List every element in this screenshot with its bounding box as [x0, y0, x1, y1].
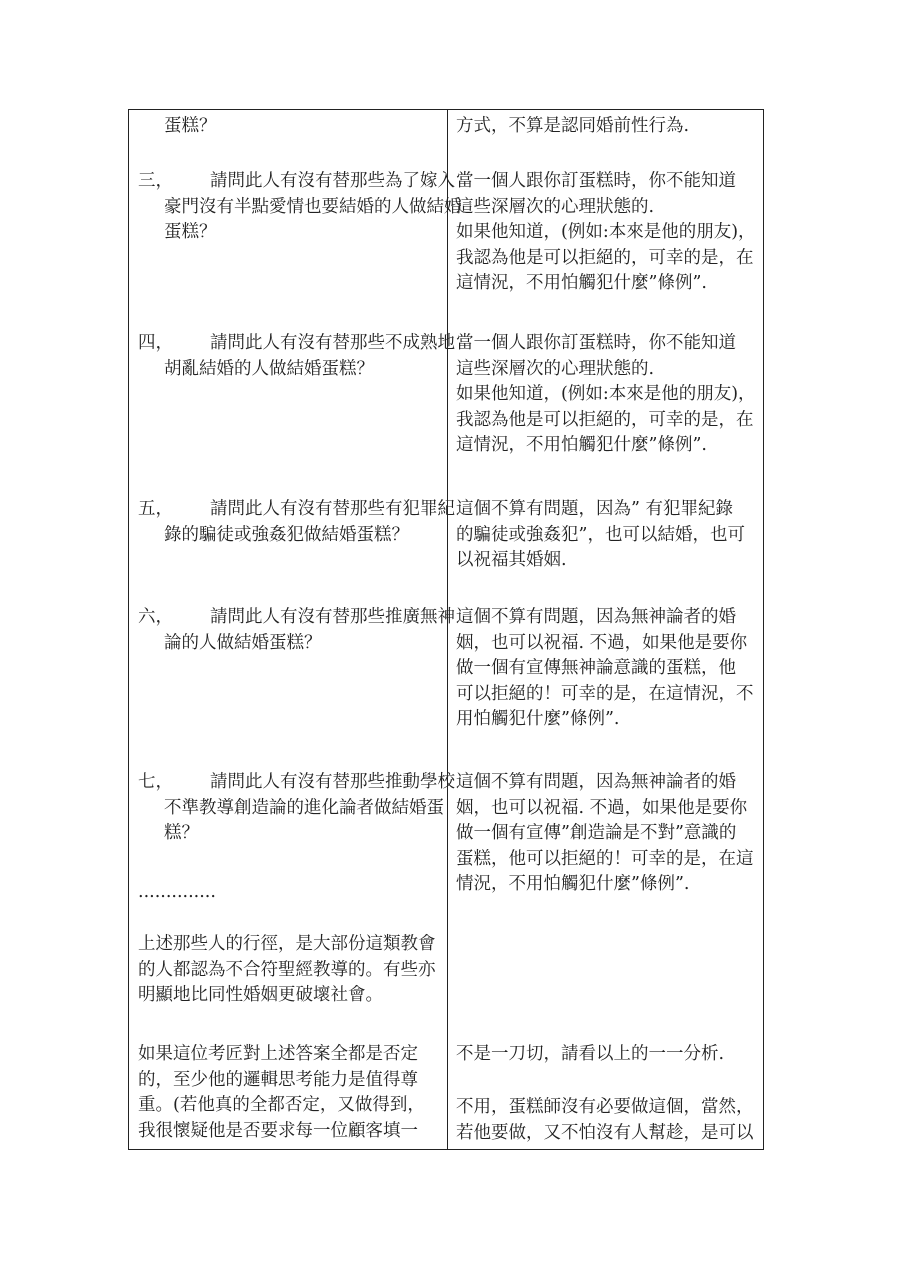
question-text: 請問此人有沒有替那些不成熟地胡亂結婚的人做結婚蛋糕？ [164, 333, 455, 379]
final-answer-2 [456, 1095, 758, 1146]
question-3 [138, 169, 464, 246]
answer-3 [456, 169, 758, 297]
answer-line: 這個不算有問題，因為無神論者的婚 [456, 772, 736, 792]
answer-line: 我認為他是可以拒絕的，可幸的是，在 [456, 247, 754, 268]
question-number: 四， [138, 333, 173, 353]
question-text: 請問此人有沒有替那些推廣無神論的人做結婚蛋糕？ [164, 607, 455, 653]
answer-line: 這些深層次的心理狀態的. [456, 196, 655, 217]
answer-line: 做一個有宣傳”創造論是不對”意識的 [456, 823, 737, 843]
answer-line: 可以拒絕的！可幸的是，在這情況，不 [456, 683, 754, 704]
question-6 [138, 605, 464, 656]
answer-line: 當一個人跟你訂蛋糕時，你不能知道 [456, 333, 736, 353]
final-line: 重。(若他真的全都否定，又做得到， [138, 1095, 425, 1115]
answer-6 [456, 605, 758, 733]
answer-7 [456, 770, 758, 898]
answer-line: 這個不算有問題，因為無神論者的婚 [456, 607, 736, 627]
answer-5 [456, 497, 758, 574]
question-number: 五， [138, 499, 173, 519]
question-number: 三， [138, 171, 173, 191]
right-intro-tail: 方式，不算是認同婚前性行為. [456, 116, 690, 136]
question-number: 七， [138, 772, 173, 792]
question-7 [138, 770, 464, 847]
final-answer-line: 若他要做，又不怕沒有人幫趁，是可以 [456, 1122, 754, 1143]
answer-line: 用怕觸犯什麼”條例”. [456, 709, 620, 729]
final-answer-1: 不是一刀切，請看以上的一一分析. [456, 1044, 725, 1064]
answer-4 [456, 331, 758, 459]
question-text: 請問此人有沒有替那些有犯罪紀錄的騙徒或強姦犯做結婚蛋糕？ [164, 499, 455, 545]
answer-line: 這些深層次的心理狀態的. [456, 358, 655, 379]
question-5 [138, 497, 464, 548]
answer-line: 這情況，不用怕觸犯什麼”條例”. [456, 273, 707, 293]
answer-line: 如果他知道，(例如:本來是他的朋友)， [456, 222, 756, 242]
final-line: 我很懷疑他是否要求每一位顧客填一 [138, 1120, 418, 1141]
final-paragraph [138, 1042, 438, 1144]
answer-line: 我認為他是可以拒絕的，可幸的是，在 [456, 409, 754, 430]
answer-line: 如果他知道，(例如:本來是他的朋友)， [456, 384, 756, 404]
final-line: 的，至少他的邏輯思考能力是值得尊 [138, 1069, 418, 1090]
answer-line: 做一個有宣傳無神論意識的蛋糕，他 [456, 658, 736, 678]
final-answer-line: 不用，蛋糕師沒有必要做這個，當然， [456, 1097, 754, 1117]
answer-line: 以祝福其婚姻. [456, 550, 567, 570]
answer-line: 這個不算有問題，因為” 有犯罪紀錄 [456, 499, 734, 519]
final-line: 如果這位考匠對上述答案全都是否定 [138, 1044, 418, 1064]
answer-line: 蛋糕，他可以拒絕的！可幸的是，在這 [456, 848, 754, 869]
question-4 [138, 331, 464, 382]
answer-line: 姻，也可以祝福. 不過，如果他是要你 [456, 797, 748, 818]
question-number: 六， [138, 607, 173, 627]
question-text: 請問此人有沒有替那些推動學校不準教導創造論的進化論者做結婚蛋糕？ [164, 772, 455, 843]
answer-line: 情況，不用怕觸犯什麼”條例”. [456, 874, 690, 894]
answer-line: 當一個人跟你訂蛋糕時，你不能知道 [456, 171, 736, 191]
two-column-table [128, 109, 764, 1150]
left-intro-tail: 蛋糕？ [164, 116, 217, 136]
question-text: 請問此人有沒有替那些為了嫁入豪門沒有半點愛情也要結婚的人做結婚蛋糕？ [164, 171, 462, 242]
ellipsis: .............. [138, 882, 216, 902]
answer-line: 的騙徒或強姦犯”，也可以結婚，也可 [456, 524, 745, 545]
answer-line: 姻，也可以祝福. 不過，如果他是要你 [456, 632, 748, 653]
answer-line: 這情況，不用怕觸犯什麼”條例”. [456, 435, 707, 455]
summary-paragraph: 上述那些人的行徑，是大部份這類教會的人都認為不合符聖經教導的。有些亦明顯地比同性婚姻更破壞社會。 [138, 934, 436, 1005]
